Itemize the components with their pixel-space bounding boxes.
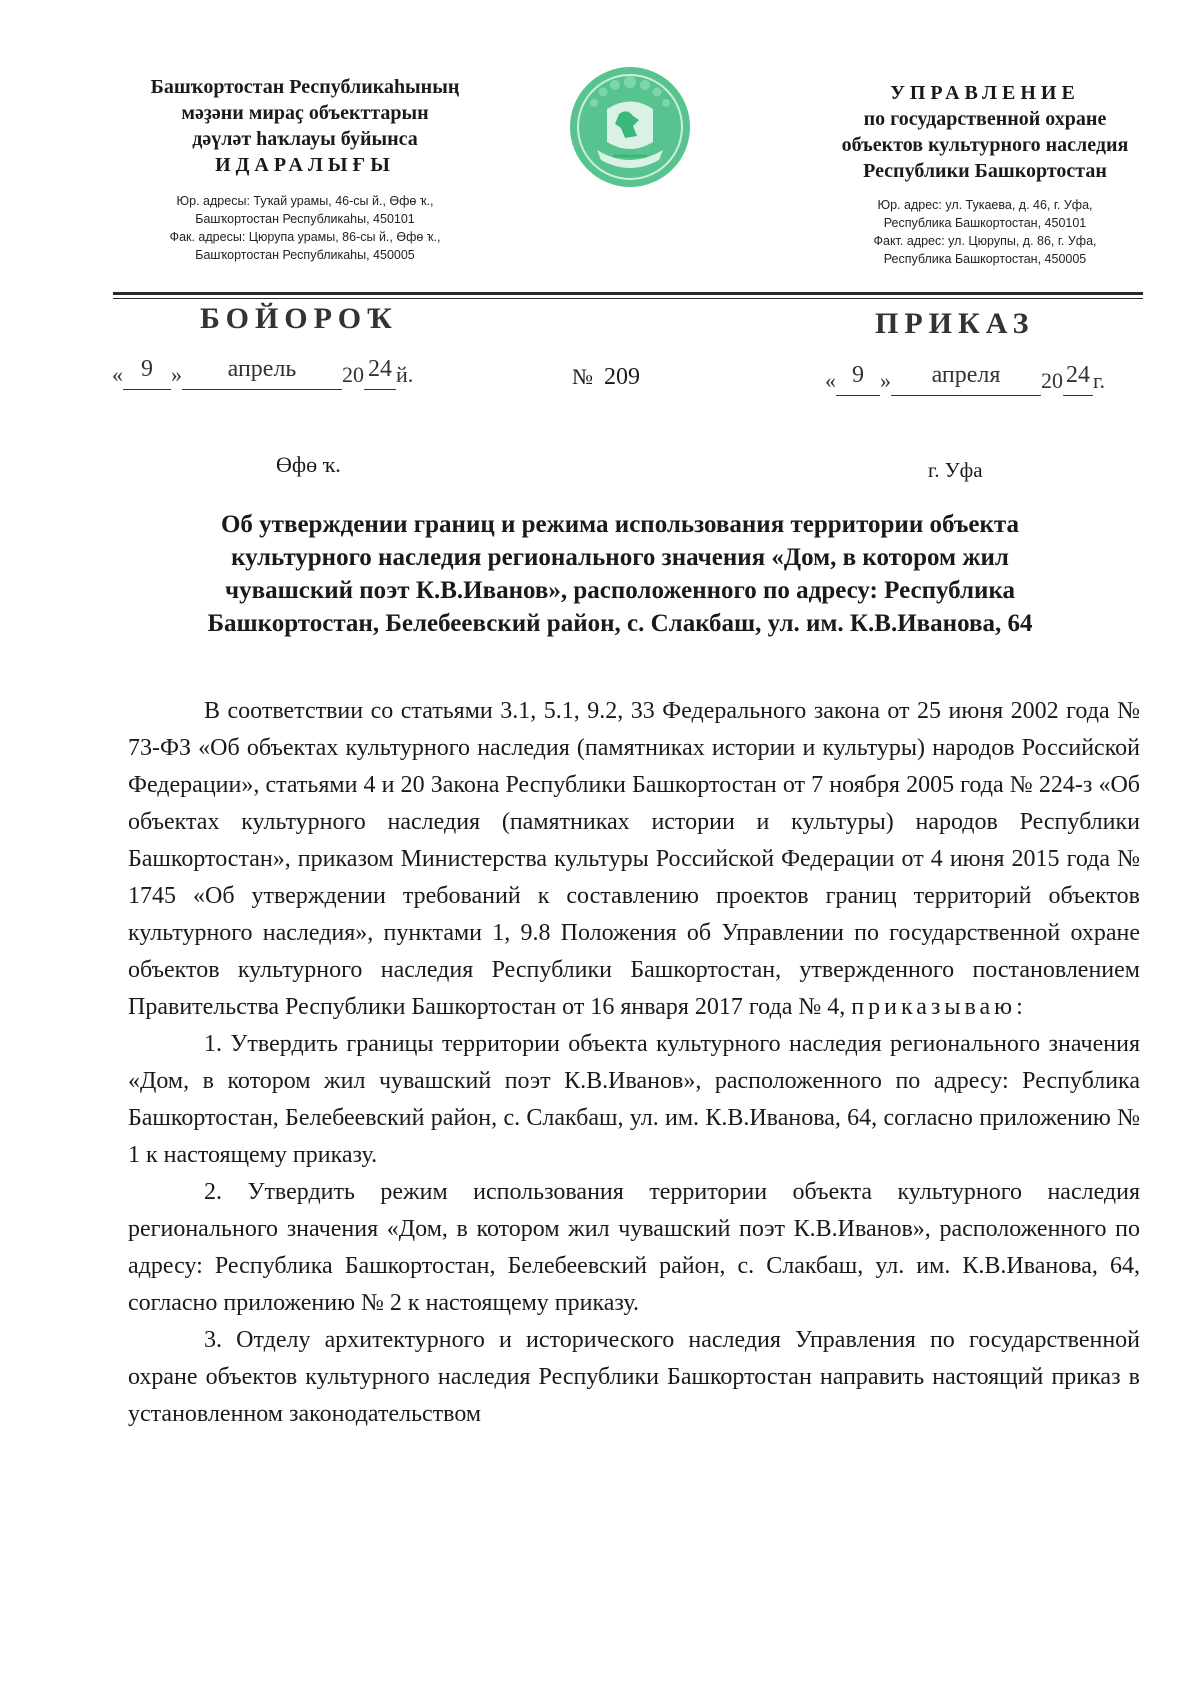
header-right-line1: УПРАВЛЕНИЕ xyxy=(890,82,1080,104)
header-right-addr2: Республика Башкортостан, 450101 xyxy=(883,216,1087,230)
header-right-addr1: Юр. адрес: ул. Тукаева, д. 46, г. Уфа, xyxy=(877,198,1093,212)
city-russian: г. Уфа xyxy=(928,458,983,482)
heading-line1: Об утверждении границ и режима использования территории объекта xyxy=(220,511,1020,538)
date-right-year-prefix: 20 xyxy=(1041,368,1063,393)
header-right-line4: Республики Башкортостан xyxy=(863,160,1107,182)
header-right-line2: по государственной охране xyxy=(863,108,1107,130)
body-preamble xyxy=(128,693,1140,1026)
date-right-suffix: г. xyxy=(1093,368,1106,393)
doc-type-russian: ПРИКАЗ xyxy=(875,307,1035,340)
body-item-1: 1. Утвердить границы территории объекта культурного наследия регионального значения «Дом, в котором жил чувашский поэт К.В.Иванов», расположенного по адресу: Республика Башкортостан, Белебеевский район, с. Слакбаш, ул. им. К.В.Иванова, 64, согласно приложению № 1 к настоящему приказу. xyxy=(128,1031,1140,1168)
header-right-agency-name xyxy=(790,80,1180,184)
body-item-3: 3. Отделу архитектурного и исторического наследия Управления по государственной охране объектов культурного наследия Республики Башкортостан направить настоящий приказ в установленном законодательством xyxy=(128,1327,1140,1427)
order-body xyxy=(128,693,1140,1433)
body-item-2: 2. Утвердить режим использования территории объекта культурного наследия регионального значения «Дом, в котором жил чувашский поэт К.В.Иванов», расположенного по адресу: Республика Башкортостан, Белебеевский район, с. Слакбаш, ул. им. К.В.Иванова, 64, согласно приложению № 2 к настоящему приказу. xyxy=(128,1179,1140,1316)
date-left-year-suffix: 24 xyxy=(364,362,396,390)
doc-type-bashkir: БОЙОРОҠ xyxy=(200,302,398,335)
city-bashkir: Өфө ҡ. xyxy=(276,452,341,477)
date-russian xyxy=(825,362,1106,396)
date-right-open-quote: « xyxy=(825,368,836,393)
header-left-addr4: Башҡортостан Республикаһы, 450005 xyxy=(195,248,415,262)
date-left-suffix: й. xyxy=(396,362,414,387)
date-bashkir xyxy=(112,356,414,390)
header-left-addr3: Фак. адресы: Цюрупа урамы, 86-сы й., Өфө ҡ., xyxy=(169,230,441,244)
preamble-text: В соответствии со статьями 3.1, 5.1, 9.2, 33 Федерального закона от 25 июня 2002 года № 73-ФЗ «Об объектах культурного наследия (памятниках истории и культуры) народов Российской Федерации», статьями 4 и 20 Закона Республики Башкортостан от 7 ноября 2005 года № 224-з «Об объектах культурного наследия (памятниках истории и культуры) народов Республики Башкортостан», приказом Министерства культуры Российской Федерации от 4 июня 2015 года № 1745 «Об утверждении требований к составлению проектов границ территорий объектов культурного наследия», пунктами 1, 9.8 Положения об Управлении по государственной охране объектов культурного наследия Республики Башкортостан, утвержденного постановлением Правительства Республики Башкортостан от 16 января 2017 года № 4, xyxy=(128,698,1140,1020)
header-right-addr3: Факт. адрес: ул. Цюрупы, д. 86, г. Уфа, xyxy=(873,234,1097,248)
date-right-year-suffix: 24 xyxy=(1063,368,1093,396)
header-right-line3: объектов культурного наследия xyxy=(841,134,1129,156)
bashkortostan-emblem-icon xyxy=(567,64,693,190)
heading-line3: чувашский поэт К.В.Иванов», расположенного по адресу: Республика xyxy=(225,577,1015,604)
number-value: 209 xyxy=(604,364,640,390)
header-left-line4: ИДАРАЛЫҒЫ xyxy=(215,154,395,176)
header-right-addr4: Республика Башкортостан, 450005 xyxy=(883,252,1087,266)
date-left-month: апрель xyxy=(182,362,342,390)
header-right-address xyxy=(805,196,1165,268)
heading-line2: культурного наследия регионального значения «Дом, в котором жил xyxy=(231,544,1009,571)
header-left-addr1: Юр. адресы: Туҡай урамы, 46-сы й., Өфө ҡ., xyxy=(176,194,434,208)
order-heading xyxy=(150,508,1090,640)
header-left-line3: дәүләт һаҡлауы буйынса xyxy=(192,128,418,150)
preamble-decree-word: приказываю: xyxy=(851,994,1027,1020)
header-divider-thin xyxy=(113,298,1143,299)
date-left-day: 9 xyxy=(123,362,171,390)
date-left-open-quote: « xyxy=(112,362,123,387)
date-right-day: 9 xyxy=(836,368,880,396)
header-divider-thick xyxy=(113,292,1143,295)
header-left-line2: мәҙәни мираҫ объекттарын xyxy=(181,102,429,124)
date-left-year-prefix: 20 xyxy=(342,362,364,387)
header-left-agency-name xyxy=(115,74,495,178)
number-sign: № xyxy=(572,364,593,389)
header-left-addr2: Башҡортостан Республикаһы, 450101 xyxy=(195,212,415,226)
heading-line4: Башкортостан, Белебеевский район, с. Слакбаш, ул. им. К.В.Иванова, 64 xyxy=(207,610,1033,637)
header-left-line1: Башҡортостан Республикаһының xyxy=(150,76,460,98)
order-number xyxy=(572,364,640,391)
header-left-address xyxy=(120,192,490,264)
date-right-month: апреля xyxy=(891,368,1041,396)
date-right-close-quote: » xyxy=(880,368,891,393)
date-left-close-quote: » xyxy=(171,362,182,387)
